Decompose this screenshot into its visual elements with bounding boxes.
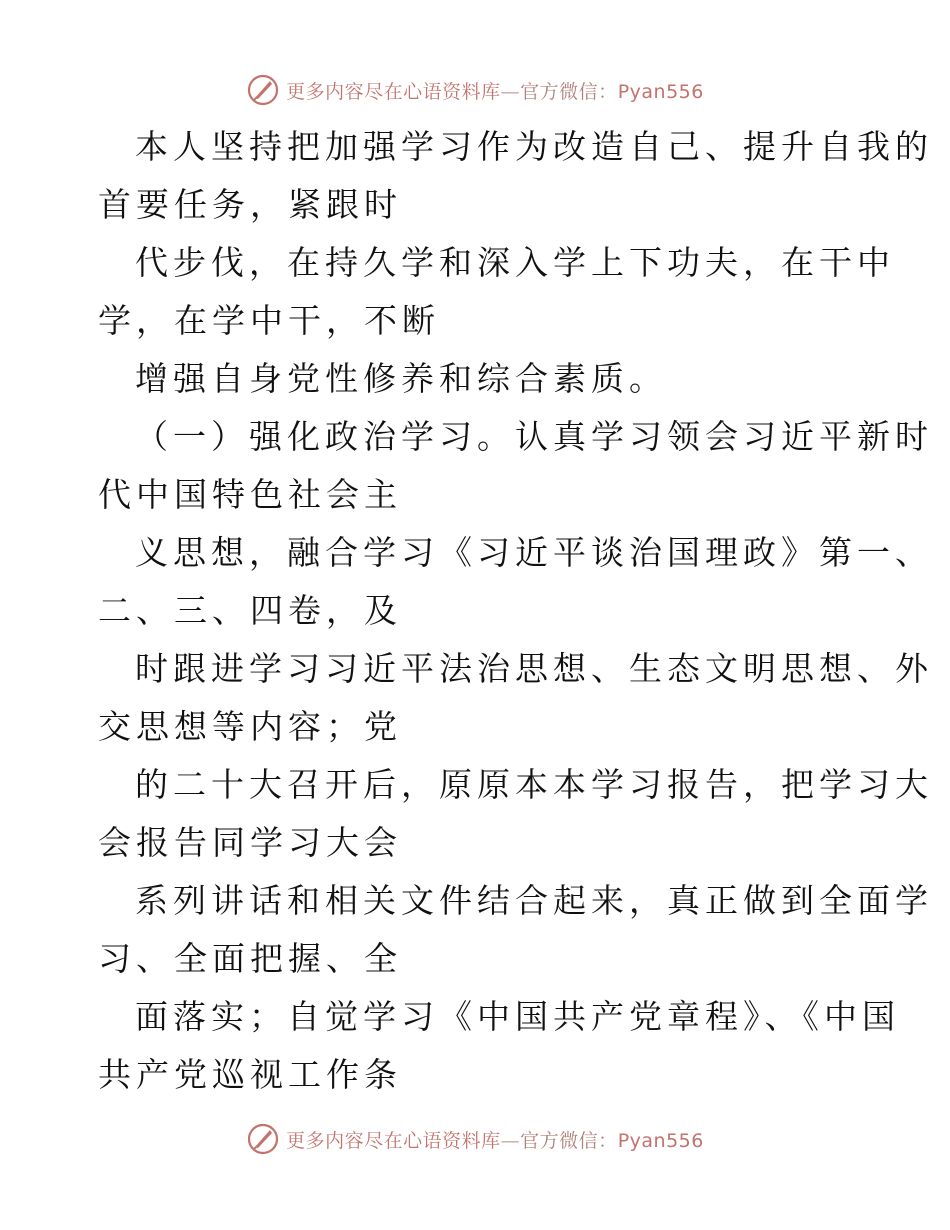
quill-circle-icon <box>246 73 280 107</box>
watermark-id: Pyan556 <box>617 80 704 103</box>
document-body <box>98 118 933 1104</box>
header-watermark <box>0 70 950 110</box>
text-line: 首要任务，紧跟时 <box>98 185 402 224</box>
text-line: 二、三、四卷，及 <box>98 591 402 630</box>
watermark-dash: — <box>500 80 521 103</box>
text-line: 会报告同学习大会 <box>98 823 402 862</box>
text-line: 的二十大召开后，原原本本学习报告，把学习大 <box>135 765 933 804</box>
watermark-label: 官方微信： <box>520 80 618 103</box>
text-line: （一）强化政治学习。认真学习领会习近平新时 <box>135 417 933 456</box>
watermark-label: 官方微信： <box>520 1129 618 1152</box>
quill-circle-icon <box>246 1122 280 1156</box>
text-line: 增强自身党性修养和综合素质。 <box>135 359 667 398</box>
text-line: 习、全面把握、全 <box>98 939 402 978</box>
text-line: 本人坚持把加强学习作为改造自己、提升自我的 <box>135 127 933 166</box>
watermark-text <box>286 1126 704 1153</box>
text-line: 交思想等内容；党 <box>98 707 402 746</box>
watermark-main: 更多内容尽在心语资料库 <box>286 1129 501 1152</box>
watermark-text <box>286 77 704 104</box>
text-line: 学，在学中干，不断 <box>98 301 440 340</box>
text-line: 面落实；自觉学习《中国共产党章程》、《中国 <box>135 997 900 1036</box>
footer-watermark <box>0 1119 950 1159</box>
watermark-dash: — <box>500 1129 521 1152</box>
text-line: 时跟进学习习近平法治思想、生态文明思想、外 <box>135 649 933 688</box>
text-line: 义思想，融合学习《习近平谈治国理政》第一、 <box>135 533 933 572</box>
watermark-id: Pyan556 <box>617 1129 704 1152</box>
text-line: 代步伐，在持久学和深入学上下功夫，在干中 <box>135 243 895 282</box>
text-line: 共产党巡视工作条 <box>98 1055 402 1094</box>
watermark-main: 更多内容尽在心语资料库 <box>286 80 501 103</box>
text-line: 系列讲话和相关文件结合起来，真正做到全面学 <box>135 881 933 920</box>
text-line: 代中国特色社会主 <box>98 475 402 514</box>
